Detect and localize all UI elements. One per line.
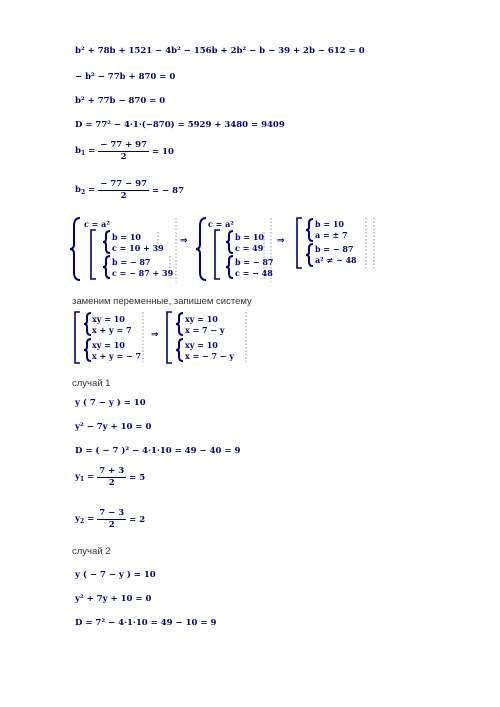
case-1-title: случай 1 [72, 378, 111, 389]
root-b2-result: = − 87 [152, 185, 185, 196]
root-b2-var: $b_2$ = [75, 185, 96, 196]
equation-expanded: b² + 78b + 1521 − 4b² − 156b + 2b² − b − 39 + 2b − 612 = 0 [75, 46, 365, 56]
root-b2-denominator: 2 [120, 191, 127, 201]
root-b2-numerator: − 77 − 97 [100, 179, 148, 189]
case-1-y2-result: = 2 [129, 514, 146, 525]
root-b1-denominator: 2 [120, 152, 127, 162]
case-2-quadratic: y² + 7y + 10 = 0 [75, 594, 152, 604]
case-1-y2-numerator: 7 − 3 [99, 508, 125, 518]
discriminant-b: D = 77² − 4·1·(−870) = 5929 + 3480 = 9409 [75, 120, 285, 130]
case-1-y2-denominator: 2 [108, 520, 115, 530]
case-1-y1-denominator: 2 [108, 478, 115, 488]
case-1-quadratic: y² − 7y + 10 = 0 [75, 422, 152, 432]
replace-variables-text: заменим переменные, запишем систему [72, 296, 252, 307]
case-1-discriminant: D = ( − 7 )² − 4·1·10 = 49 − 40 = 9 [75, 446, 241, 456]
root-b1-var: $b_1$ = [75, 146, 96, 157]
case-1-y1-result: = 5 [129, 472, 146, 483]
case-1-root-y1: $y_1$ = $\frac{7 + 3}{2}$ = 5 [75, 466, 146, 488]
root-b1-result: = 10 [152, 146, 174, 157]
equation-negated: − b² − 77b + 870 = 0 [75, 72, 176, 82]
equation-quadratic-b: b² + 77b − 870 = 0 [75, 96, 166, 106]
implies-arrow-2: ⇒ [277, 236, 285, 246]
case-1-root-y2: $y_2$ = $\frac{7 - 3}{2}$ = 2 [75, 508, 146, 530]
case-1-y1-numerator: 7 + 3 [99, 466, 125, 476]
case-2-discriminant: D = 7² − 4·1·10 = 49 − 10 = 9 [75, 618, 217, 628]
case-1-equation: y ( 7 − y ) = 10 [75, 398, 146, 408]
document-page: b² + 78b + 1521 − 4b² − 156b + 2b² − b − 39 + 2b − 612 = 0 − b² − 77b + 870 = 0 b² + 77b − 870 = 0 D = 77² − 4·1·(−870) = 5929 + 3480 = 9409 $b_1$ = $\frac{- 77 + 97}{2}$ = 10 $b_2$ = $\frac{- 77 - 97}{2}$ = − 87 c = a² b = 10 c = 10 + 39 b = − 87 c = − 87 + 39 ⇒ c = a² b = 10 c = 49 b = − 87 c = − 48 ⇒ b = 10 a = ± 7 b = − 87 a² ≠ − 48 заменим переменные, запишем систему xy = 10 x + y = 7 xy = 10 x + y = − 7 ⇒ xy = 10 x = 7 − y xy = 10 x = − 7 − y случай 1 y ( 7 − y ) = 10 y² − 7y + 10 = 0 D = ( − 7 )² − 4·1·10 = 49 − 40 = 9 $y_1$ = $\frac{7 + 3}{2}$ = 5 $y_2$ = $\frac{7 - 3}{2}$ = 2 случай 2 y ( − 7 − y ) = 10 y² + 7y + 10 = 0 D = 7² − 4·1·10 = 49 − 10 = 9 [0, 0, 500, 707]
root-b1-numerator: − 77 + 97 [100, 140, 148, 150]
case-2-title: случай 2 [72, 546, 111, 557]
implies-arrow-1: ⇒ [180, 236, 188, 246]
implies-arrow-3: ⇒ [151, 330, 159, 340]
case-2-equation: y ( − 7 − y ) = 10 [75, 570, 156, 580]
